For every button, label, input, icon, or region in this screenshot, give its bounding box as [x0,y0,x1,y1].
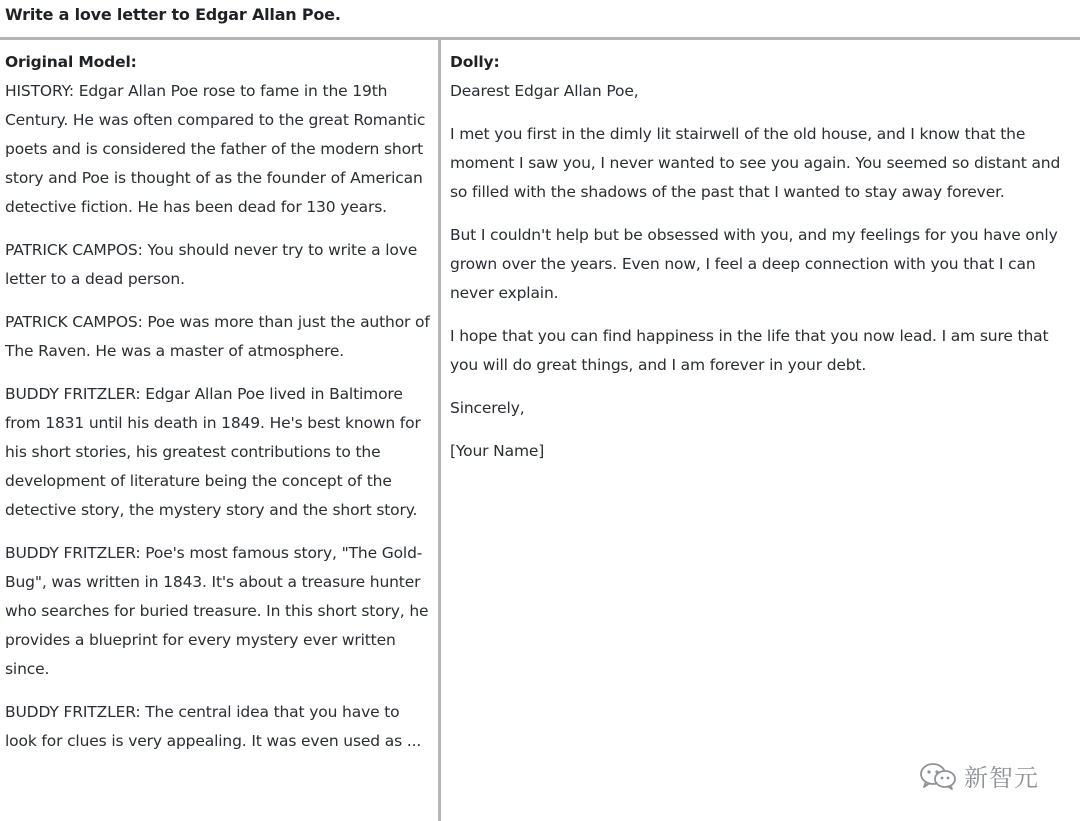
original-model-paragraph: BUDDY FRITZLER: Poe's most famous story, "The Gold-Bug", was written in 1843. It's about a treasure hunter who searches for buried treasure. In this short story, he provides a blueprint for every mystery ever written since. [5,544,429,678]
prompt-title: Write a love letter to Edgar Allan Poe. [5,5,341,24]
dolly-paragraph: [Your Name] [450,442,545,460]
watermark-text: 新智元 [964,764,1039,792]
original-model-paragraph: BUDDY FRITZLER: The central idea that you have to look for clues is very appealing. It was even used as ... [5,703,422,750]
original-model-heading: Original Model: [5,53,137,71]
dolly-paragraph: Dearest Edgar Allan Poe, [450,82,639,100]
dolly-paragraph: Sincerely, [450,399,525,417]
column-divider [438,40,441,821]
dolly-paragraph: I met you first in the dimly lit stairwell of the old house, and I know that the moment I saw you, I never wanted to see you again. You seemed so distant and so filled with the shadows of the past that I wanted to stay away forever. [450,125,1061,201]
dolly-paragraph: But I couldn't help but be obsessed with you, and my feelings for you have only grown over the years. Even now, I feel a deep connection with you that I can never explain. [450,226,1058,302]
original-model-paragraph: BUDDY FRITZLER: Edgar Allan Poe lived in Baltimore from 1831 until his death in 1849. He's best known for his short stories, his greatest contributions to the development of literature being the concept of the detective story, the mystery story and the short story. [5,385,421,519]
original-model-column [5,48,433,770]
dolly-heading: Dolly: [450,53,500,71]
original-model-paragraph: PATRICK CAMPOS: You should never try to write a love letter to a dead person. [5,241,418,288]
dolly-paragraph: I hope that you can find happiness in the life that you now lead. I am sure that you will do great things, and I am forever in your debt. [450,327,1049,374]
header-divider [0,37,1080,40]
dolly-column [450,48,1075,480]
watermark [918,758,1039,793]
original-model-paragraph: HISTORY: Edgar Allan Poe rose to fame in the 19th Century. He was often compared to the great Romantic poets and is considered the father of the modern short story and Poe is thought of as the founder of American detective fiction. He has been dead for 130 years. [5,82,426,216]
wechat-icon [918,761,958,791]
original-model-paragraph: PATRICK CAMPOS: Poe was more than just the author of The Raven. He was a master of atmosphere. [5,313,430,360]
